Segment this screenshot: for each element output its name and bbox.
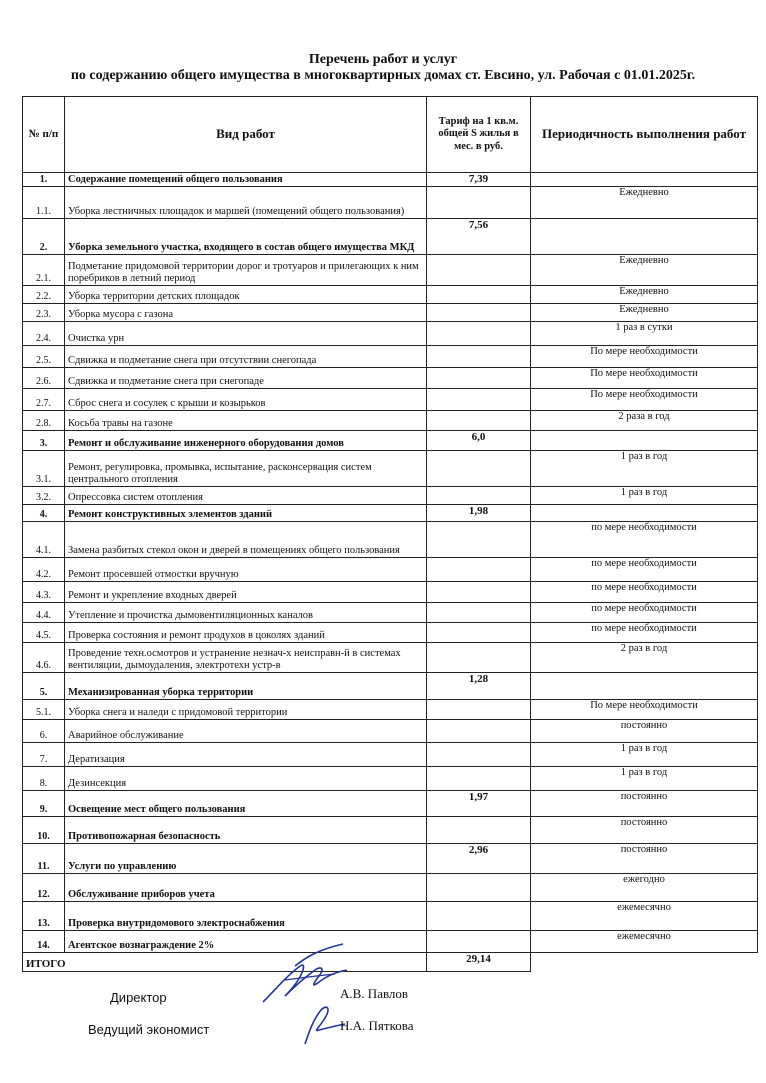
row-work-name: Замена разбитых стекол окон и дверей в помещениях общего пользования xyxy=(65,521,427,557)
row-number: 4.4. xyxy=(23,602,65,622)
table-row xyxy=(23,218,758,254)
row-tariff xyxy=(427,642,531,672)
table-row xyxy=(23,303,758,321)
row-tariff xyxy=(427,901,531,930)
row-period: По мере необходимости xyxy=(531,388,758,410)
row-tariff: 6,0 xyxy=(427,430,531,450)
row-period: 1 раз в год xyxy=(531,766,758,790)
row-tariff xyxy=(427,602,531,622)
row-tariff xyxy=(427,367,531,388)
table-row xyxy=(23,173,758,187)
row-number: 2.1. xyxy=(23,254,65,285)
row-period: Ежедневно xyxy=(531,303,758,321)
row-work-name: Уборка мусора с газона xyxy=(65,303,427,321)
table-row xyxy=(23,430,758,450)
row-tariff xyxy=(427,285,531,303)
row-tariff: 1,97 xyxy=(427,790,531,816)
row-number: 1.1. xyxy=(23,186,65,218)
row-work-name: Сброс снега и сосулек с крыши и козырьков xyxy=(65,388,427,410)
table-row xyxy=(23,285,758,303)
table-row xyxy=(23,642,758,672)
row-work-name: Уборка земельного участка, входящего в состав общего имущества МКД xyxy=(65,218,427,254)
row-number: 2.2. xyxy=(23,285,65,303)
row-tariff xyxy=(427,521,531,557)
row-number: 2.6. xyxy=(23,367,65,388)
row-tariff: 7,56 xyxy=(427,218,531,254)
table-row xyxy=(23,602,758,622)
row-work-name: Подметание придомовой территории дорог и тротуаров и прилегающих к ним поребриков в летний период xyxy=(65,254,427,285)
total-label: ИТОГО xyxy=(23,952,427,971)
document-subtitle: по содержанию общего имущества в многоквартирных домах ст. Евсино, ул. Рабочая с 01.01.2025г. xyxy=(70,68,696,83)
row-tariff xyxy=(427,581,531,602)
row-number: 2.8. xyxy=(23,410,65,430)
table-row xyxy=(23,521,758,557)
row-work-name: Очистка урн xyxy=(65,321,427,345)
row-number: 2.3. xyxy=(23,303,65,321)
table-row xyxy=(23,450,758,486)
row-number: 3.2. xyxy=(23,486,65,504)
row-period: ежемесячно xyxy=(531,930,758,952)
row-number: 4.2. xyxy=(23,557,65,581)
row-period: 1 раз в сутки xyxy=(531,321,758,345)
row-work-name: Уборка лестничных площадок и маршей (помещений общего пользования) xyxy=(65,186,427,218)
row-work-name: Уборка территории детских площадок xyxy=(65,285,427,303)
row-number: 2.5. xyxy=(23,345,65,367)
table-row xyxy=(23,672,758,699)
table-row xyxy=(23,581,758,602)
row-period: по мере необходимости xyxy=(531,622,758,642)
row-tariff xyxy=(427,321,531,345)
total-value: 29,14 xyxy=(427,952,531,971)
row-period: постоянно xyxy=(531,719,758,742)
row-work-name: Опрессовка систем отопления xyxy=(65,486,427,504)
row-work-name: Проведение техн.осмотров и устранение незнач-х неисправн-й в системах вентиляции, дымоудаления, электротехн устр-в xyxy=(65,642,427,672)
row-tariff xyxy=(427,930,531,952)
row-period: постоянно xyxy=(531,843,758,873)
row-period: Ежедневно xyxy=(531,254,758,285)
table-row xyxy=(23,766,758,790)
director-title: Директор xyxy=(110,990,167,1005)
row-work-name: Сдвижка и подметание снега при отсутствии снегопада xyxy=(65,345,427,367)
column-header-period: Периодичность выполнения работ xyxy=(531,97,758,173)
row-period: постоянно xyxy=(531,790,758,816)
table-row xyxy=(23,816,758,843)
row-tariff: 1,98 xyxy=(427,504,531,521)
row-number: 13. xyxy=(23,901,65,930)
table-row xyxy=(23,557,758,581)
row-work-name: Противопожарная безопасность xyxy=(65,816,427,843)
economist-title: Ведущий экономист xyxy=(88,1022,210,1037)
row-number: 4.5. xyxy=(23,622,65,642)
row-period: по мере необходимости xyxy=(531,602,758,622)
table-row xyxy=(23,699,758,719)
row-tariff: 1,28 xyxy=(427,672,531,699)
row-number: 2.7. xyxy=(23,388,65,410)
total-row xyxy=(23,952,758,971)
row-period: 1 раз в год xyxy=(531,486,758,504)
row-number: 2. xyxy=(23,218,65,254)
row-work-name: Агентское вознаграждение 2% xyxy=(65,930,427,952)
row-number: 2.4. xyxy=(23,321,65,345)
row-period: по мере необходимости xyxy=(531,581,758,602)
row-work-name: Ремонт и укрепление входных дверей xyxy=(65,581,427,602)
row-number: 3. xyxy=(23,430,65,450)
row-tariff: 2,96 xyxy=(427,843,531,873)
row-tariff: 7,39 xyxy=(427,173,531,187)
economist-name: Н.А. Пяткова xyxy=(340,1018,414,1033)
table-header-row xyxy=(23,97,758,173)
director-name: А.В. Павлов xyxy=(340,986,409,1001)
row-number: 12. xyxy=(23,873,65,901)
row-work-name: Косьба травы на газоне xyxy=(65,410,427,430)
row-period: 2 раза в год xyxy=(531,410,758,430)
row-period xyxy=(531,672,758,699)
row-work-name: Дератизация xyxy=(65,742,427,766)
table-row xyxy=(23,930,758,952)
row-period xyxy=(531,504,758,521)
row-period: 1 раз в год xyxy=(531,742,758,766)
row-tariff xyxy=(427,345,531,367)
row-work-name: Услуги по управлению xyxy=(65,843,427,873)
table-row xyxy=(23,873,758,901)
table-row xyxy=(23,321,758,345)
row-period: По мере необходимости xyxy=(531,699,758,719)
row-tariff xyxy=(427,254,531,285)
row-number: 14. xyxy=(23,930,65,952)
row-work-name: Ремонт, регулировка, промывка, испытание, расконсервация систем центрального отопления xyxy=(65,450,427,486)
table-row xyxy=(23,843,758,873)
row-work-name: Ремонт конструктивных элементов зданий xyxy=(65,504,427,521)
row-number: 4. xyxy=(23,504,65,521)
row-period xyxy=(531,173,758,187)
row-period: Ежедневно xyxy=(531,285,758,303)
row-work-name: Освещение мест общего пользования xyxy=(65,790,427,816)
row-period: ежегодно xyxy=(531,873,758,901)
row-number: 1. xyxy=(23,173,65,187)
row-number: 3.1. xyxy=(23,450,65,486)
row-period: 1 раз в год xyxy=(531,450,758,486)
table-row xyxy=(23,345,758,367)
column-header-tariff: Тариф на 1 кв.м. общей S жилья в мес. в руб. xyxy=(427,97,531,173)
table-row xyxy=(23,719,758,742)
row-tariff xyxy=(427,557,531,581)
row-period xyxy=(531,218,758,254)
row-period: По мере необходимости xyxy=(531,345,758,367)
row-tariff xyxy=(427,622,531,642)
row-number: 4.3. xyxy=(23,581,65,602)
total-empty xyxy=(531,952,758,971)
row-work-name: Ремонт и обслуживание инженерного оборудования домов xyxy=(65,430,427,450)
row-period: 2 раз в год xyxy=(531,642,758,672)
row-work-name: Обслуживание приборов учета xyxy=(65,873,427,901)
row-tariff xyxy=(427,873,531,901)
row-number: 4.1. xyxy=(23,521,65,557)
table-row xyxy=(23,367,758,388)
row-period: по мере необходимости xyxy=(531,521,758,557)
row-work-name: Содержание помещений общего пользования xyxy=(65,173,427,187)
row-period xyxy=(531,430,758,450)
row-number: 6. xyxy=(23,719,65,742)
table-row xyxy=(23,901,758,930)
row-number: 11. xyxy=(23,843,65,873)
table-row xyxy=(23,410,758,430)
row-tariff xyxy=(427,410,531,430)
table-row xyxy=(23,186,758,218)
row-number: 5.1. xyxy=(23,699,65,719)
row-tariff xyxy=(427,719,531,742)
table-row xyxy=(23,622,758,642)
row-period: по мере необходимости xyxy=(531,557,758,581)
row-number: 4.6. xyxy=(23,642,65,672)
column-header-num: № п/п xyxy=(23,97,65,173)
table-row xyxy=(23,504,758,521)
row-period: Ежедневно xyxy=(531,186,758,218)
row-tariff xyxy=(427,742,531,766)
row-tariff xyxy=(427,450,531,486)
row-number: 5. xyxy=(23,672,65,699)
column-header-work: Вид работ xyxy=(65,97,427,173)
row-work-name: Дезинсекция xyxy=(65,766,427,790)
document-title: Перечень работ и услуг xyxy=(308,52,458,67)
row-number: 7. xyxy=(23,742,65,766)
row-tariff xyxy=(427,766,531,790)
row-work-name: Сдвижка и подметание снега при снегопаде xyxy=(65,367,427,388)
table-row xyxy=(23,254,758,285)
row-work-name: Проверка внутридомового электроснабжения xyxy=(65,901,427,930)
row-work-name: Проверка состояния и ремонт продухов в цоколях зданий xyxy=(65,622,427,642)
row-period: постоянно xyxy=(531,816,758,843)
row-work-name: Уборка снега и наледи с придомовой территории xyxy=(65,699,427,719)
row-tariff xyxy=(427,186,531,218)
row-work-name: Утепление и прочистка дымовентиляционных каналов xyxy=(65,602,427,622)
row-period: ежемесячно xyxy=(531,901,758,930)
table-row xyxy=(23,388,758,410)
row-tariff xyxy=(427,388,531,410)
row-tariff xyxy=(427,303,531,321)
table-row xyxy=(23,790,758,816)
row-number: 10. xyxy=(23,816,65,843)
row-period: По мере необходимости xyxy=(531,367,758,388)
table-body xyxy=(23,173,758,953)
works-table xyxy=(22,96,758,972)
table-row xyxy=(23,742,758,766)
row-work-name: Аварийное обслуживание xyxy=(65,719,427,742)
row-tariff xyxy=(427,699,531,719)
row-work-name: Механизированная уборка территории xyxy=(65,672,427,699)
row-number: 9. xyxy=(23,790,65,816)
row-tariff xyxy=(427,486,531,504)
table-row xyxy=(23,486,758,504)
row-number: 8. xyxy=(23,766,65,790)
row-tariff xyxy=(427,816,531,843)
row-work-name: Ремонт просевшей отмостки вручную xyxy=(65,557,427,581)
